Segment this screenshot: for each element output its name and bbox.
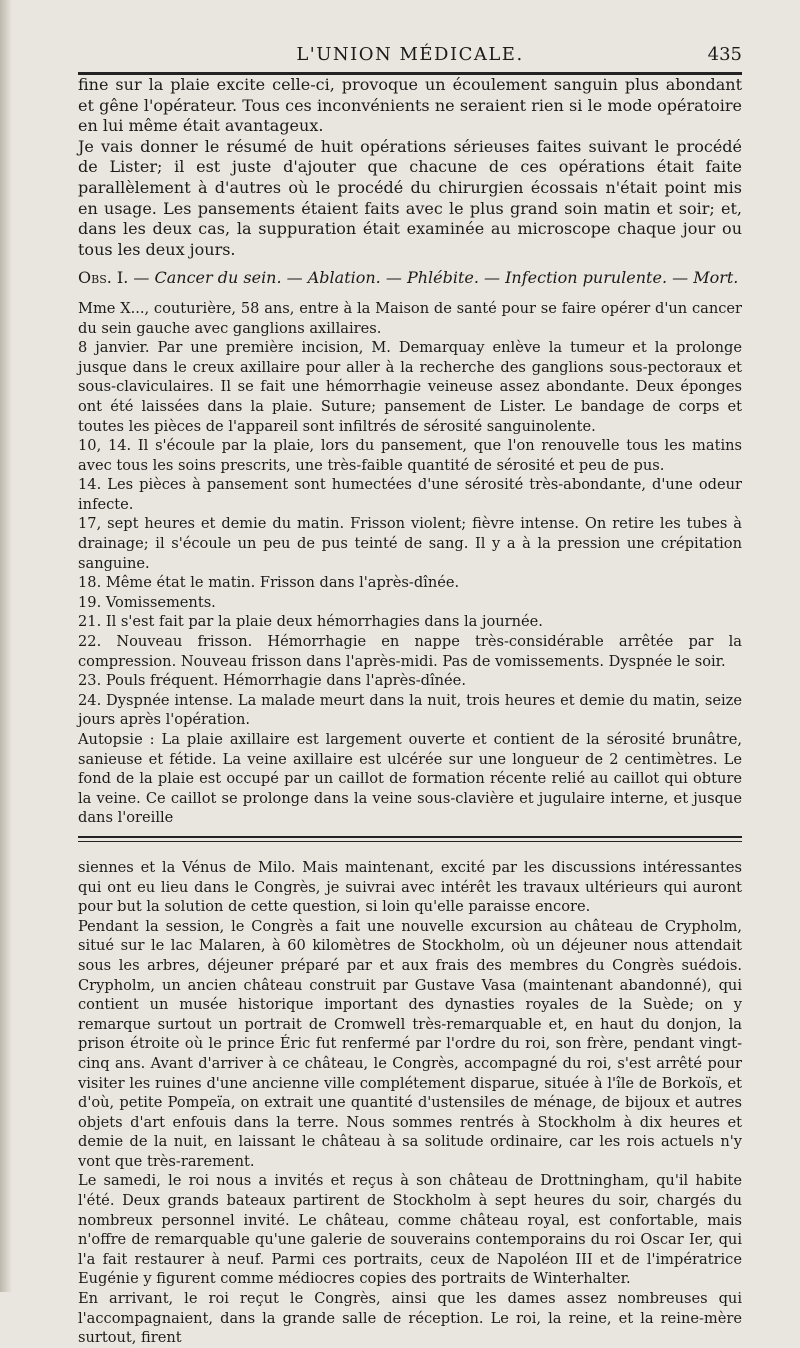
case-paragraph: Autopsie : La plaie axillaire est largement ouverte et contient de la sérosité brunâtre, sanieuse et fétide. La veine axillaire est ulcérée sur une longueur de 2 centimètres. Le fond de la plaie est occupé par un caillot de formation récente relié au caillot qui obture la veine. Ce caillot se prolonge dans la veine sous-clavière et jugulaire interne, et jusque dans l'oreille [78,731,742,827]
paragraph: Je vais donner le résumé de huit opérations sérieuses faites suivant le procédé de Lister; il est juste d'ajouter que chacune de ces opérations était faite parallèlement à d'autres où le procédé du chirurgien écossais n'était point mis en usage. Les pansements étaient faits avec le plus grand soin matin et soir; et, dans les deux cas, la suppuration était examinée au microscope chaque jour ou tous les deux jours. [78,136,742,259]
observation-title: — Cancer du sein. — Ablation. — Phlébite. — Infection purulente. — Mort. [128,268,739,288]
case-report [78,299,742,828]
observation-label: Obs. I. [78,268,129,288]
case-paragraph: Mme X..., couturière, 58 ans, entre à la Maison de santé pour se faire opérer d'un cancer du sein gauche avec ganglions axillaires. [78,299,742,337]
observation-heading [78,268,742,289]
journal-title: L'UNION MÉDICALE. [296,44,524,65]
case-paragraph: 17, sept heures et demie du matin. Frisson violent; fièvre intense. On retire les tubes à drainage; il s'écoule un peu de pus teinté de sang. Il y a à la pression une crépitation sanguine. [78,515,742,572]
page-number: 435 [707,44,742,65]
feuilleton-paragraph: En arrivant, le roi reçut le Congrès, ainsi que les dames assez nombreuses qui l'accompagnaient, dans la grande salle de réception. Le roi, la reine, et la reine-mère surtout, firent [78,1290,742,1347]
case-paragraph: 18. Même état le matin. Frisson dans l'après-dînée. [78,574,460,592]
case-paragraph: 23. Pouls fréquent. Hémorrhagie dans l'après-dînée. [78,672,466,690]
paragraph: fine sur la plaie excite celle-ci, provoque un écoulement sanguin plus abondant et gêne l'opérateur. Tous ces inconvénients ne seraient rien si le mode opératoire en lui même était avantageux. [78,75,742,136]
case-paragraph: 10, 14. Il s'écoule par la plaie, lors du pansement, que l'on renouvelle tous les matins avec tous les soins prescrits, une très-faible quantité de sérosité et peu de pus. [78,437,742,474]
feuilleton-text [78,858,742,1348]
case-paragraph: 22. Nouveau frisson. Hémorrhagie en nappe très-considérable arrêtée par la compression. Nouveau frisson dans l'après-midi. Pas de vomissements. Dyspnée le soir. [78,633,742,670]
case-paragraph: 21. Il s'est fait par la plaie deux hémorrhagies dans la journée. [78,613,543,631]
feuilleton-paragraph: Pendant la session, le Congrès a fait une nouvelle excursion au château de Crypholm, situé sur le lac Malaren, à 60 kilomètres de Stockholm, où un déjeuner nous attendait sous les arbres, déjeuner préparé par et aux frais des membres du Congrès suédois. Crypholm, un ancien château construit par Gustave Vasa (maintenant abandonné), qui contient un musée historique important des dynasties royales de la Suède; on y remarque surtout un portrait de Cromwell très-remarquable et, en haut du donjon, la prison étroite où le prince Éric fut renfermé par l'ordre du roi, son frère, pendant vingt-cinq ans. Avant d'arriver à ce château, le Congrès, accompagné du roi, s'est arrêté pour visiter les ruines d'une ancienne ville complétement disparue, située à l'île de Borkoïs, et d'où, petite Pompeïa, on extrait une quantité d'ustensiles de ménage, de bijoux et autres objets d'art enfouis dans la terre. Nous sommes rentrés à Stockholm à dix heures et demie de la nuit, en laissant le château à sa solitude ordinaire, car les rois actuels n'y vont que très-rarement. [78,917,742,1170]
case-paragraph: 14. Les pièces à pansement sont humectées d'une sérosité très-abondante, d'une odeur infecte. [78,476,742,513]
feuilleton-paragraph: siennes et la Vénus de Milo. Mais maintenant, excité par les discussions intéressantes qui ont eu lieu dans le Congrès, je suivrai avec intérêt les travaux ultérieurs qui auront pour but la solution de cette question, si loin qu'elle paraisse encore. [78,858,742,916]
case-paragraph: 19. Vomissements. [78,593,216,611]
page-binding-shadow [0,0,12,1292]
running-header [78,0,742,70]
case-paragraph: 24. Dyspnée intense. La malade meurt dans la nuit, trois heures et demie du matin, seize jours après l'opération. [78,691,742,729]
case-paragraph: 8 janvier. Par une première incision, M. Demarquay enlève la tumeur et la prolonge jusque dans le creux axillaire pour aller à la recherche des ganglions sous-pectoraux et sous-claviculaires. Il se fait une hémorrhagie veineuse assez abondante. Deux éponges ont été laissées dans la plaie. Suture; pansement de Lister. Le bandage de corps et toutes les pièces de l'appareil sont infiltrés de sérosité sanguinolente. [78,339,742,435]
feuilleton-paragraph: Le samedi, le roi nous a invités et reçus à son château de Drottningham, qu'il habite l'été. Deux grands bateaux partirent de Stockholm à sept heures du soir, chargés du nombreux personnel invité. Le château, comme château royal, est confortable, mais n'offre de remarquable qu'une galerie de souverains contemporains du roi Oscar Ier, qui l'a fait restaurer à neuf. Parmi ces portraits, ceux de Napoléon III et de l'impératrice Eugénie y figurent comme médiocres copies des portraits de Winterhalter. [78,1172,742,1288]
upper-text [78,75,742,289]
section-separator [78,836,742,842]
